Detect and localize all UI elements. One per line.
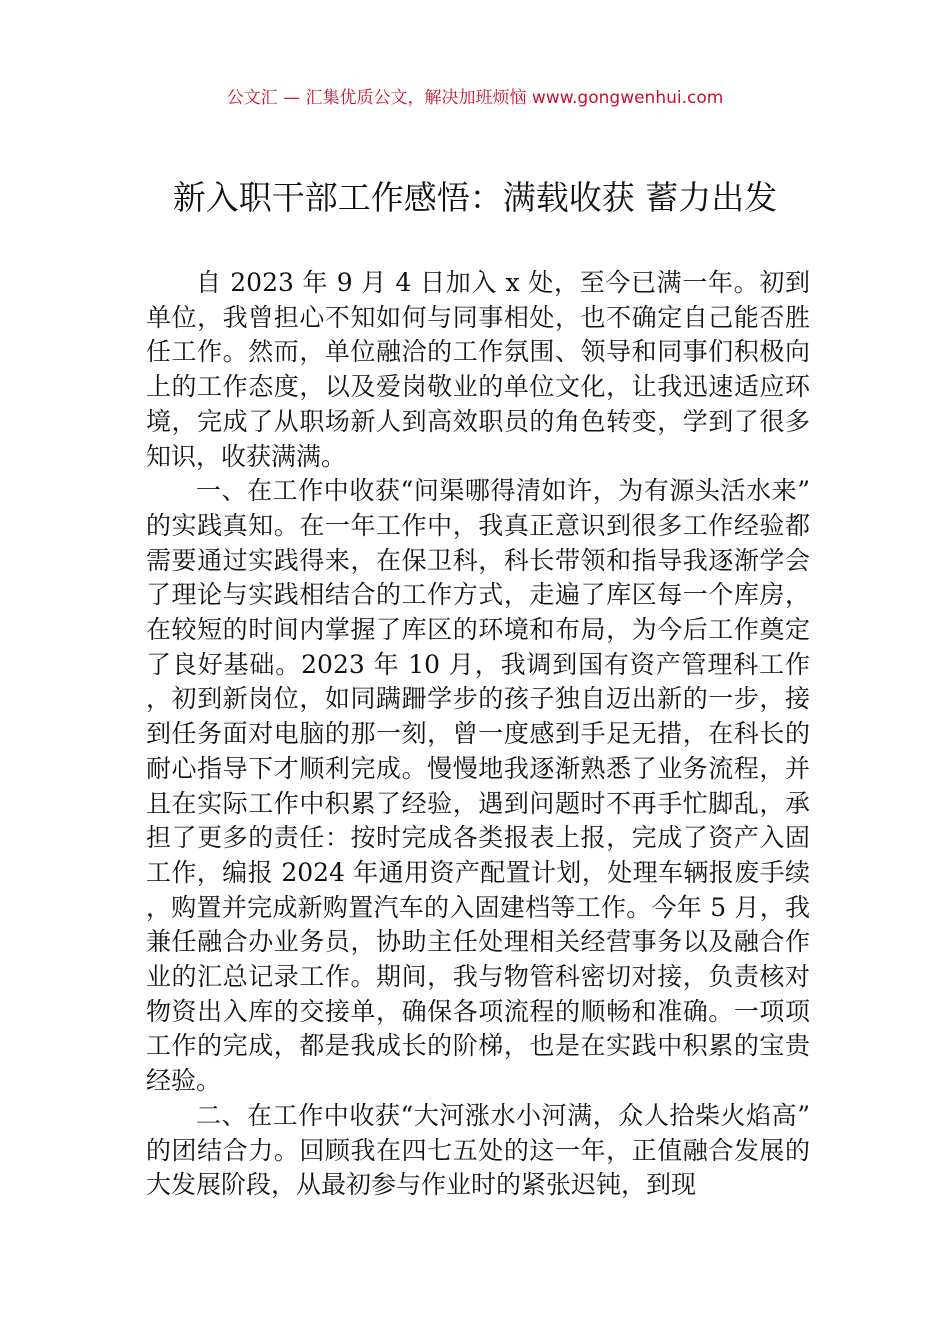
document-body [146,266,810,1203]
paragraph-intro: 自 2023 年 9 月 4 日加入 x 处，至今已满一年。初到单位，我曾担心不知如何与同事相处，也不确定自己能否胜任工作。然而，单位融洽的工作氛围、领导和同事们积极向上的工作态度，以及爱岗敬业的单位文化，让我迅速适应环境，完成了从职场新人到高效职员的角色转变，学到了很多知识，收获满满。 [146,268,810,471]
paragraph-section-two: 二、在工作中收获“大河涨水小河满，众人拾柴火焰高”的团结合力。回顾我在四七五处的这一年，正值融合发展的大发展阶段，从最初参与作业时的紧张迟钝，到现 [146,1100,810,1200]
document-title: 新入职干部工作感悟：满载收获 蓄力出发 [172,178,778,217]
paragraph-section-one: 一、在工作中收获“问渠哪得清如许，为有源头活水来”的实践真知。在一年工作中，我真正意识到很多工作经验都需要通过实践得来，在保卫科，科长带领和指导我逐渐学会了理论与实践相结合的工作方式，走遍了库区每一个库房，在较短的时间内掌握了库区的环境和布局，为今后工作奠定了良好基础。2023 年 10 月，我调到国有资产管理科工作，初到新岗位，如同蹒跚学步的孩子独自迈出新的一步，接到任务面对电脑的那一刻，曾一度感到手足无措，在科长的耐心指导下才顺利完成。慢慢地我逐渐熟悉了业务流程，并且在实际工作中积累了经验，遇到问题时不再手忙脚乱，承担了更多的责任：按时完成各类报表上报，完成了资产入固工作，编报 2024 年通用资产配置计划，处理车辆报废手续，购置并完成新购置汽车的入固建档等工作。今年 5 月，我兼任融合办业务员，协助主任处理相关经营事务以及融合作业的汇总记录工作。期间，我与物管科密切对接，负责核对物资出入库的交接单，确保各项流程的顺畅和准确。一项项工作的完成，都是我成长的阶梯，也是在实践中积累的宝贵经验。 [146,476,810,1096]
header-banner: 公文汇 — 汇集优质公文，解决加班烦恼 www.gongwenhui.com [226,88,724,108]
